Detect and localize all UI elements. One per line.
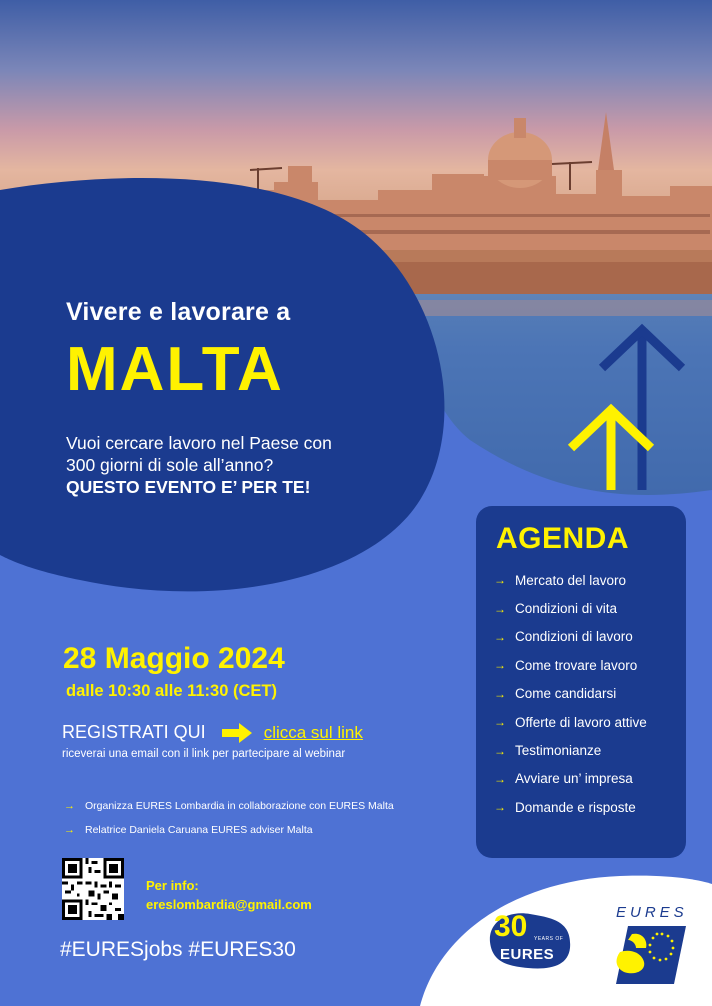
agenda-item-label: Domande e risposte (515, 799, 636, 815)
agenda-item-label: Avviare un’ impresa (515, 771, 633, 787)
hashtags: #EURESjobs #EURES30 (60, 938, 296, 961)
chevron-right-icon: → (494, 658, 506, 673)
agenda-item (494, 708, 647, 736)
detail-text: Relatrice Daniela Caruana EURES adviser Malta (85, 824, 313, 836)
contact-label: Per info: (146, 878, 199, 893)
agenda-item-label: Come trovare lavoro (515, 657, 638, 673)
register-note: riceverai una email con il link per partecipare al webinar (62, 748, 346, 760)
agenda-item-label: Condizioni di vita (515, 601, 618, 617)
agenda-item-label: Come candidarsi (515, 686, 617, 702)
chevron-right-icon: → (494, 743, 506, 758)
detail-item (64, 818, 394, 842)
intro-text (66, 432, 332, 498)
agenda-item-label: Condizioni di lavoro (515, 629, 633, 645)
event-time: dalle 10:30 alle 11:30 (CET) (66, 682, 277, 700)
eures-30-years-logo (484, 908, 574, 972)
details-list (64, 794, 394, 842)
agenda-item-label: Mercato del lavoro (515, 572, 627, 588)
agenda-item (494, 765, 647, 793)
agenda-item-label: Testimonianze (515, 743, 602, 759)
agenda-item (494, 566, 647, 594)
chevron-right-icon: → (494, 800, 506, 815)
anniversary-years: YEARS OF (534, 936, 564, 942)
event-date: 28 Maggio 2024 (63, 642, 285, 675)
eures-hands-icon (606, 904, 692, 988)
agenda-item (494, 623, 647, 651)
agenda-item (494, 594, 647, 622)
detail-item (64, 794, 394, 818)
chevron-right-icon: → (64, 800, 75, 812)
intro-line1: Vuoi cercare lavoro nel Paese con (66, 433, 332, 453)
intro-line2: 300 giorni di sole all’anno? (66, 455, 274, 475)
contact-block (146, 876, 312, 914)
agenda-item-label: Offerte di lavoro attive (515, 714, 647, 730)
detail-text: Organizza EURES Lombardia in collaborazione con EURES Malta (85, 800, 394, 812)
qr-code-icon[interactable] (62, 858, 124, 920)
register-label: REGISTRATI QUI (62, 722, 206, 742)
anniversary-number: 30 (494, 910, 528, 943)
eures-logo-wordmark: EURES (616, 904, 688, 921)
agenda-item (494, 680, 647, 708)
contact-email[interactable]: ereslombardia@gmail.com (146, 897, 312, 912)
agenda-panel (476, 506, 686, 858)
agenda-title: AGENDA (496, 522, 630, 555)
arrow-right-icon (222, 723, 252, 743)
chevron-right-icon: → (494, 715, 506, 730)
chevron-right-icon: → (64, 824, 75, 836)
headline-malta: MALTA (66, 335, 284, 404)
intro-line3: QUESTO EVENTO E’ PER TE! (66, 477, 311, 497)
agenda-list (494, 566, 647, 822)
chevron-right-icon: → (494, 629, 506, 644)
agenda-item (494, 651, 647, 679)
anniversary-eures: EURES (500, 946, 555, 963)
chevron-right-icon: → (494, 573, 506, 588)
chevron-right-icon: → (494, 771, 506, 786)
register-row (62, 722, 363, 743)
headline-line1: Vivere e lavorare a (66, 298, 291, 326)
agenda-item (494, 736, 647, 764)
register-link[interactable]: clicca sul link (263, 722, 363, 742)
chevron-right-icon: → (494, 686, 506, 701)
agenda-item (494, 793, 647, 821)
chevron-right-icon: → (494, 601, 506, 616)
eures-logo (606, 904, 692, 988)
